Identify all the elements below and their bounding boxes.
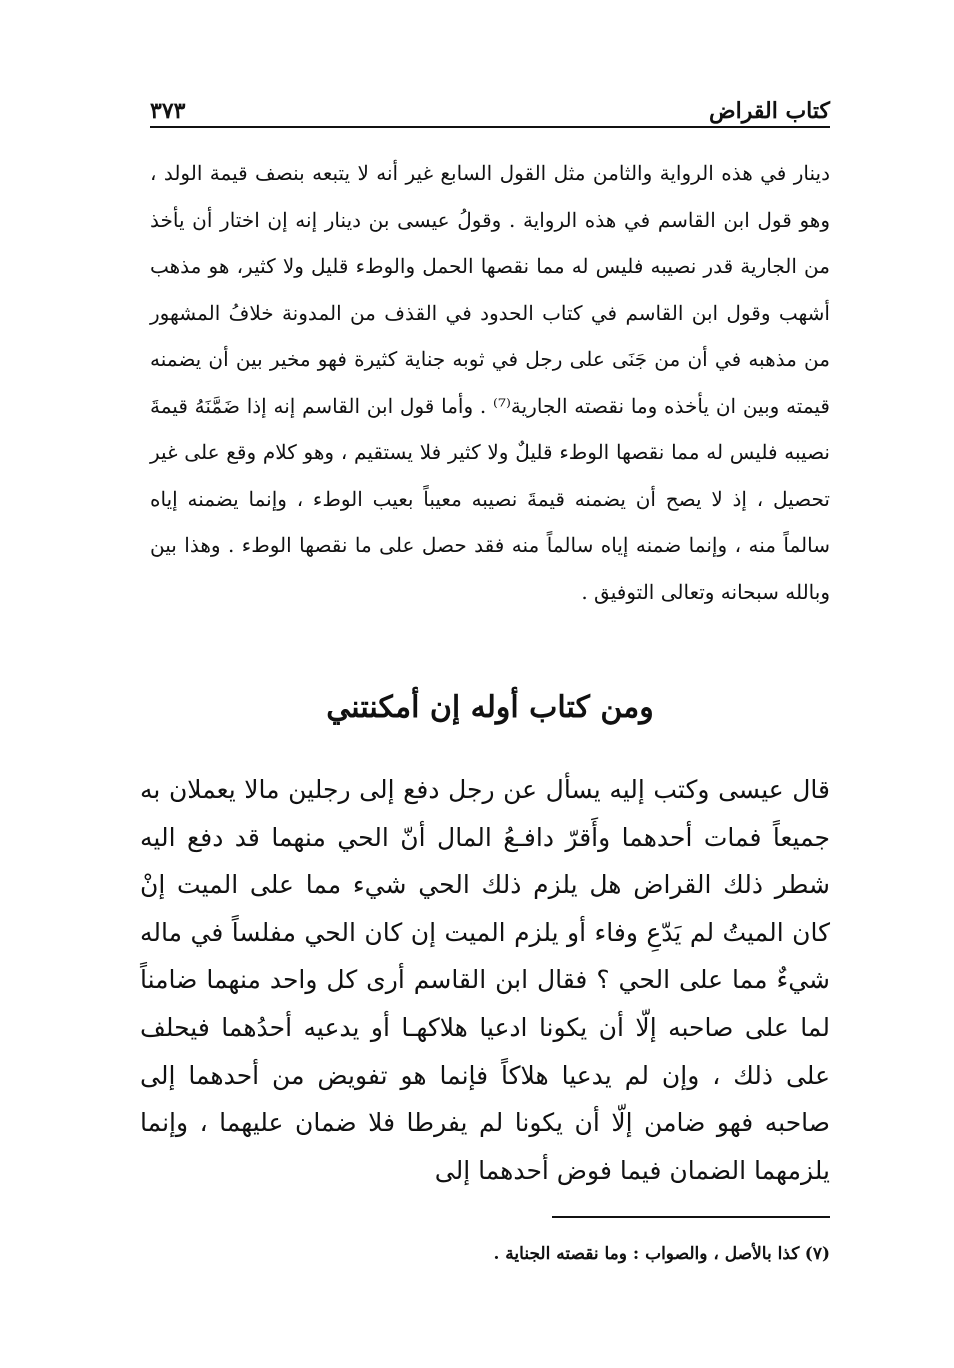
paragraph-2-text: قال عيسى وكتب إليه يسأل عن رجل دفع إلى رجلين مالا يعملان به جميعاً فمات أحدهما وأَقرّ دافـعُ المال أنّ الحي منهما قد دفع اليه شطر ذلك القراض هل يلزم ذلك الحي شيء مما على الميت إنْ كان الميتُ لم يَدّعِ وفاء أو يلزم الميت إن كان الحي مفلساً في ماله شيءٌ مما على الحي ؟ فقال ابن القاسم أرى كل واحد منهما ضامناً لما على صاحبه إلّا أن يكونا ادعيا هلاكهـا أو يدعيه أحدُهما فيحلف على ذلك ، وإن لم يدعيا هلاكاً فإنما هو تفويض من أحدهما إلى صاحبه فهو ضامن إلّا أن يكونا لم يفرطا فلا ضمان عليهما ، وإنما يلزمهما الضمان فيما فوض أحدهما إلى [140,775,830,1185]
footnote-marker: (٧) [804,1244,830,1264]
page-number: ٣٧٣ [150,98,186,124]
header-divider [150,126,830,128]
section-heading: ومن كتاب أوله إن أمكنتني [326,690,654,725]
body-paragraph-continued [150,150,830,615]
footnote [150,1240,830,1268]
running-header [150,88,830,124]
body-paragraph-main [140,766,830,1194]
running-title: كتاب القراض [709,98,830,124]
footnote-divider [552,1216,830,1218]
paragraph-1-text: دينار في هذه الرواية والثامن مثل القول السابع غير أنه لا يتبعه بنصف قيمة الولد ، وهو قول ابن القاسم في هذه الرواية . وقولُ عيسى بن دينار إنه إن اختار أن يأخذ من الجارية قدر نصيبه فليس له مما نقصها الحمل والوطء قليل ولا كثير، هو مذهب أشهب وقول ابن القاسم في كتاب الحدود في القذف من المدونة خلافُ المشهور من مذهبه في أن من جَنَى على رجل في ثوبه جناية كثيرة فهو مخير بين أن يضمنه قيمته وبين ان يأخذه وما نقصته الجارية⁽⁷⁾ . وأما قول ابن القاسم إنه إذا ضَمَّنَهُ قيمةَ نصيبه فليس له مما نقصها الوطء قليلٌ ولا كثير فلا يستقيم ، وهو كلام وقع على غير تحصيل ، إذ لا يصح أن يضمنه قيمةَ نصيبه معيباً بعيب الوطء ، وإنما يضمنه إياه سالماً منه ، وإنما ضمنه إياه سالماً منه فقد حصل على ما نقصها الوطء . وهذا بين وبالله سبحانه وتعالى التوفيق . [150,161,830,604]
footnote-text: كذا بالأصل ، والصواب : وما نقصته الجناية . [493,1244,800,1264]
